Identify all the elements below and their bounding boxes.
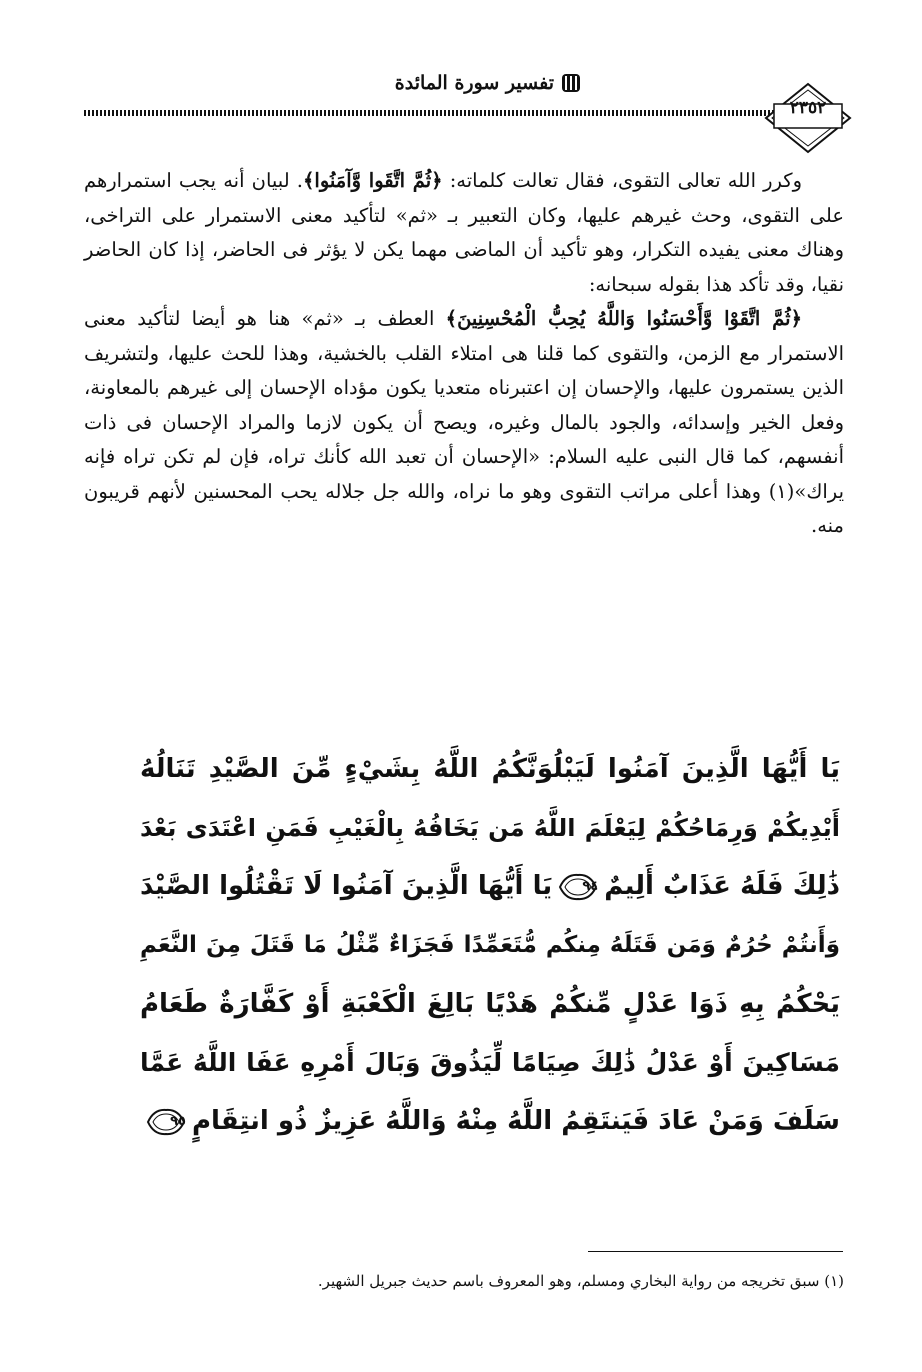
verse-line: مَسَاكِينَ أَوْ عَدْلُ ذَٰلِكَ صِيَامًا لِّيَذُوقَ وَبَالَ أَمْرِهِ عَفَا اللَّهُ عَمَّا <box>140 1047 840 1077</box>
page-number-badge <box>764 82 852 154</box>
body-text <box>84 164 844 544</box>
footnote-rule <box>588 1251 843 1252</box>
diamond-frame-icon <box>764 82 852 154</box>
verse-line: يَحْكُمُ بِهِ ذَوَا عَدْلٍ مِّنكُمْ هَدْيًا بَالِغَ الْكَعْبَةِ أَوْ كَفَّارَةٌ طَعَامُ <box>140 988 840 1019</box>
verse-line <box>140 1092 840 1151</box>
verse-block <box>140 740 840 1151</box>
paragraph <box>84 164 844 302</box>
ornament-icon <box>560 72 582 94</box>
paragraph-text: العطف بـ «ثم» هنا هو أيضا لتأكيد معنى الاستمرار مع الزمن، والتقوى كما قلنا هى امتلاء القلب بالخشية، وهذا للحث عليها، ولتشريف الذين يستمرون عليها، والإحسان إن اعتبرناه متعديا يكون مؤداه الإحسان إلى غيرهم بالمعاونة، وفعل الخير وإسدائه، والجود بالمال وغيره، ويصح أن يكون لازما والمراد الإحسان فى ذات أنفسهم، كما قال النبى عليه السلام: «الإحسان أن تعبد الله كأنك تراه، فإن لم تكن تراه فإنه يراك»(١) وهذا أعلى مراتب التقوى وهو ما نراه، والله جل جلاله يحب المحسنين لأنهم قريبون منه. <box>84 307 844 537</box>
verse-line: يَا أَيُّهَا الَّذِينَ آمَنُوا لَيَبْلُوَنَّكُمُ اللَّهُ بِشَيْءٍ مِّنَ الصَّيْدِ تَنَالُهُ <box>140 754 840 784</box>
quran-quote: ﴿ثُمَّ اتَّقَوا وَّآمَنُوا﴾ <box>302 169 443 192</box>
page-number: ٢٣٥٢ <box>789 98 827 118</box>
verse-text: ذَٰلِكَ فَلَهُ عَذَابٌ أَلِيمٌ <box>604 871 841 902</box>
verse-line: وَأَنتُمْ حُرُمٌ وَمَن قَتَلَهُ مِنكُم مُّتَعَمِّدًا فَجَزَاءٌ مِّثْلُ مَا قَتَلَ مِنَ النَّعَمِ <box>140 932 840 959</box>
header-rule <box>84 110 844 116</box>
page-header <box>84 62 844 157</box>
verse-line <box>140 857 840 916</box>
quran-quote: ﴿ثُمَّ اتَّقَوْا وَّأَحْسَنُوا وَاللَّهُ يُحِبُّ الْمُحْسِنِينَ﴾ <box>445 307 803 330</box>
running-title: تفسير سورة المائدة <box>394 72 554 94</box>
paragraph <box>84 302 844 544</box>
verse-line: أَيْدِيكُمْ وَرِمَاحُكُمْ لِيَعْلَمَ اللَّهُ مَن يَخَافُهُ بِالْغَيْبِ فَمَنِ اعْتَدَى بَعْدَ <box>140 813 840 842</box>
verse-text: سَلَفَ وَمَنْ عَادَ فَيَنتَقِمُ اللَّهُ مِنْهُ وَاللَّهُ عَزِيزٌ ذُو انتِقَامٍ <box>191 1106 840 1137</box>
verse-text: يَا أَيُّهَا الَّذِينَ آمَنُوا لَا تَقْتُلُوا الصَّيْدَ <box>140 871 553 902</box>
ayah-marker <box>146 1107 186 1137</box>
ayah-marker <box>558 872 598 902</box>
paragraph-text: . لبيان أنه يجب استمرارهم على التقوى، وحث غيرهم عليها، وكان التعبير بـ «ثم» لتأكيد معنى الاستمرار على التراخى، وهناك معنى يفيده التكرار، وهو تأكيد أن الماضى مهما يكن لا يؤثر فى الحاضر، إذا كان الحاضر نقيا، وقد تأكد هذا بقوله سبحانه: <box>84 169 844 296</box>
ayah-number: ٩٤ <box>582 878 599 894</box>
paragraph-intro: وكرر الله تعالى التقوى، فقال تعالت كلماته: <box>442 169 803 192</box>
footnote: (١) سبق تخريجه من رواية البخاري ومسلم، وهو المعروف باسم حديث جبريل الشهير. <box>317 1272 844 1290</box>
ayah-number: ٩٥ <box>170 1113 186 1129</box>
